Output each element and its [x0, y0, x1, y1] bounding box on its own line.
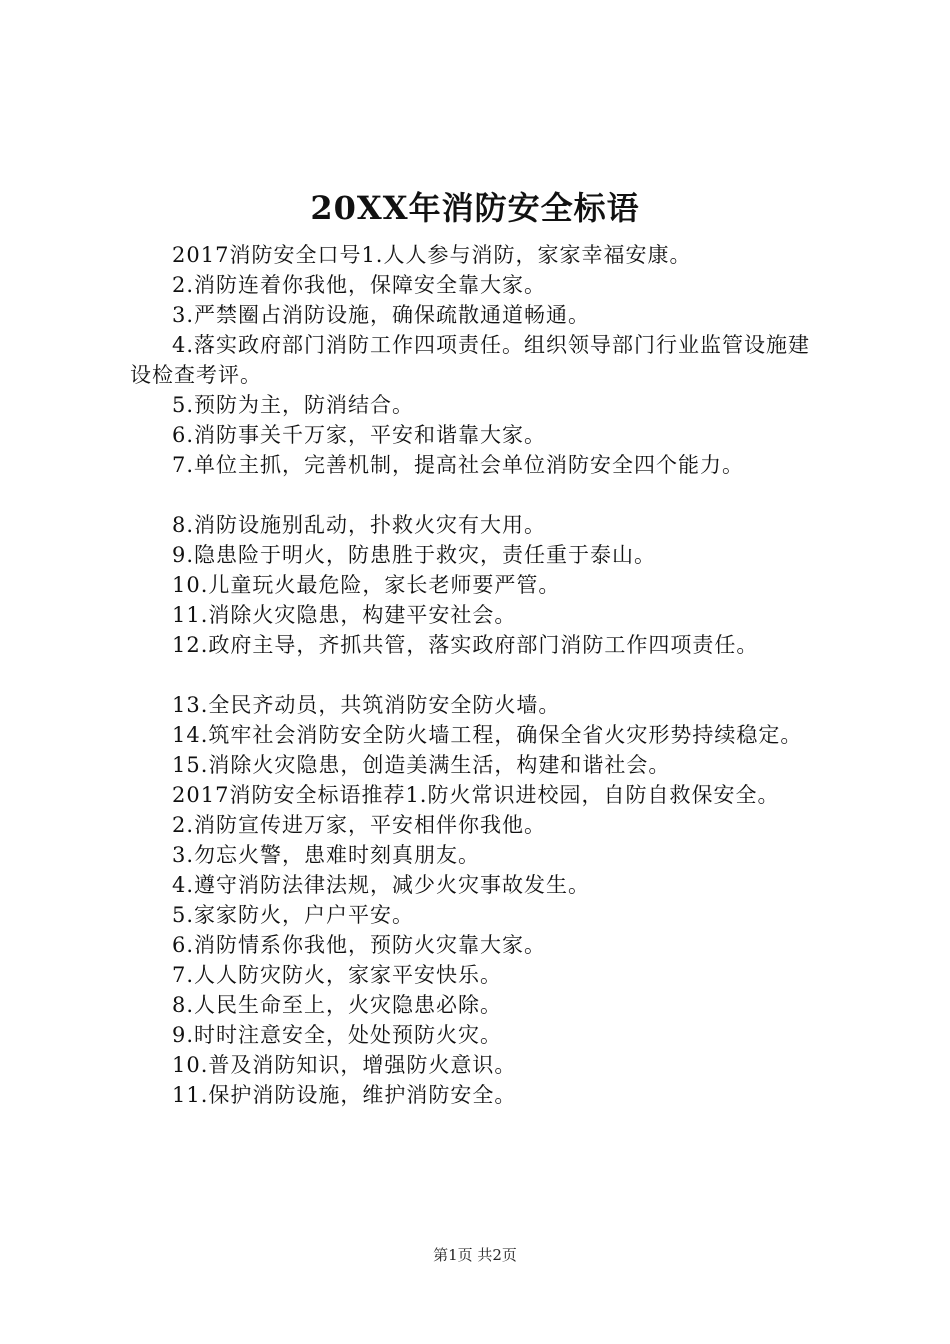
- paragraph: 2.消防宣传进万家，平安相伴你我他。: [172, 813, 547, 837]
- paragraph: 6.消防事关千万家，平安和谐靠大家。: [172, 423, 547, 447]
- paragraph: 12.政府主导，齐抓共管，落实政府部门消防工作四项责任。: [172, 633, 759, 657]
- document-body: [130, 240, 832, 1110]
- paragraph: 2017消防安全标语推荐1.防火常识进校园，自防自救保安全。: [172, 783, 780, 807]
- paragraph: 9.隐患险于明火，防患胜于救灾，责任重于泰山。: [172, 543, 657, 567]
- paragraph: 10.普及消防知识，增强防火意识。: [172, 1053, 517, 1077]
- paragraph: 8.消防设施别乱动，扑救火灾有大用。: [172, 513, 547, 537]
- paragraph: 8.人民生命至上，火灾隐患必除。: [172, 993, 503, 1017]
- paragraph: 10.儿童玩火最危险，家长老师要严管。: [172, 573, 561, 597]
- paragraph: 5.家家防火，户户平安。: [172, 903, 415, 927]
- paragraph: 2.消防连着你我他，保障安全靠大家。: [172, 273, 547, 297]
- paragraph: 11.消除火灾隐患，构建平安社会。: [172, 603, 517, 627]
- paragraph: 4.落实政府部门消防工作四项责任。组织领导部门行业监管设施建设检查考评。: [130, 333, 811, 387]
- paragraph: 5.预防为主，防消结合。: [172, 393, 415, 417]
- paragraph: 14.筑牢社会消防安全防火墙工程，确保全省火灾形势持续稳定。: [172, 723, 803, 747]
- paragraph: 2017消防安全口号1.人人参与消防，家家幸福安康。: [172, 243, 692, 267]
- paragraph: 6.消防情系你我他，预防火灾靠大家。: [172, 933, 547, 957]
- page-title: 20XX年消防安全标语: [310, 189, 640, 227]
- paragraph: 7.人人防灾防火，家家平安快乐。: [172, 963, 503, 987]
- paragraph: 4.遵守消防法律法规，减少火灾事故发生。: [172, 873, 591, 897]
- paragraph: 3.勿忘火警，患难时刻真朋友。: [172, 843, 481, 867]
- paragraph: 3.严禁圈占消防设施，确保疏散通道畅通。: [172, 303, 591, 327]
- page-number-footer: 第1页 共2页: [433, 1246, 517, 1264]
- paragraph: 13.全民齐动员，共筑消防安全防火墙。: [172, 693, 561, 717]
- paragraph: 15.消除火灾隐患，创造美满生活，构建和谐社会。: [172, 753, 671, 777]
- paragraph: 7.单位主抓，完善机制，提高社会单位消防安全四个能力。: [172, 453, 745, 477]
- paragraph: 11.保护消防设施，维护消防安全。: [172, 1083, 517, 1107]
- paragraph: 9.时时注意安全，处处预防火灾。: [172, 1023, 503, 1047]
